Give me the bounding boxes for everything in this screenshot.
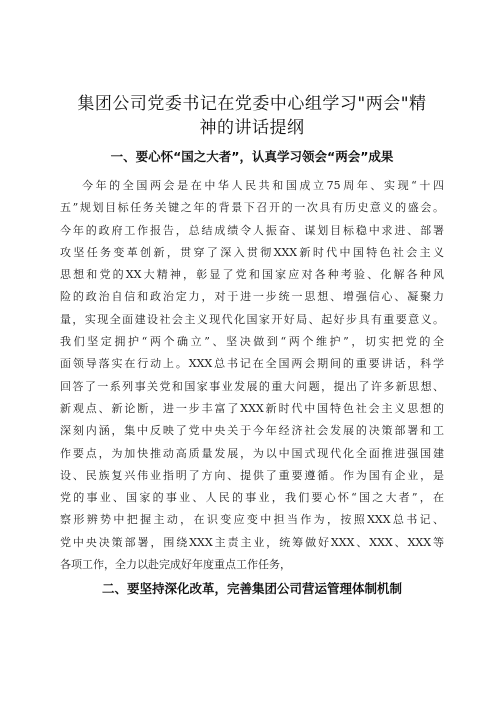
paragraph-line: 察形辨势中把握主动，在识变应变中担当作为，按照XXX总书记、 [60,513,444,527]
paragraph-line: 思想和党的XX大精神，彰显了党和国家应对各种考验、化解各种风 [60,268,444,282]
document-title [60,92,444,140]
body-paragraph [60,175,444,576]
paragraph-line: 险的政治自信和政治定力，对于进一步统一思想、增强信心、凝聚力 [60,290,444,304]
title-line: 集团公司党委书记在党委中心组学习"两会"精 [77,94,427,114]
paragraph-line: 我们坚定拥护“两个确立”、坚决做到“两个维护”，切实把党的全 [60,335,444,349]
paragraph-line: 深刻内涵，集中反映了党中央关于今年经济社会发展的决策部署和工 [60,424,444,438]
paragraph-line: 今年的全国两会是在中华人民共和国成立75周年、实现“十四 [82,179,444,192]
paragraph-line: 设、民族复兴伟业指明了方向、提供了重要遵循。作为国有企业，是 [60,468,444,482]
paragraph-line: 作要点，为加快推动高质量发展，为以中国式现代化全面推进强国建 [60,446,444,460]
paragraph-line: 攻坚任务变革创新，贯穿了深入贯彻XXX新时代中国特色社会主义 [60,245,444,259]
section-heading-1: 一、要心怀“国之大者”，认真学习领会“两会”成果 [110,149,394,164]
paragraph-line: 各项工作，全力以赴完成好年度重点工作任务， [60,558,291,572]
paragraph-line: 面领导落实在行动上。XXX总书记在全国两会期间的重要讲话，科学 [60,357,444,371]
paragraph-line: 党中央决策部署，围绕XXX主责主业，统筹做好XXX、XXX、XXX等 [60,535,444,549]
section-heading-2: 二、要坚持深化改革，完善集团公司营运管理体制机制 [101,581,402,597]
paragraph-line: 新观点、新论断，进一步丰富了XXX新时代中国特色社会主义思想的 [60,401,444,415]
paragraph-line: 党的事业、国家的事业、人民的事业，我们要心怀“国之大者”，在 [60,491,444,505]
paragraph-line: 回答了一系列事关党和国家事业发展的重大问题，提出了许多新思想、 [60,379,444,393]
title-line: 神的讲话提纲 [199,118,305,138]
paragraph-line: 量，实现全面建设社会主义现代化国家开好局、起好步具有重要意义。 [60,312,444,326]
paragraph-line: 五”规划目标任务关键之年的背景下召开的一次具有历史意义的盛会。 [60,201,444,215]
paragraph-line: 今年的政府工作报告，总结成绩令人振奋、谋划目标稳中求进、部署 [60,223,444,237]
